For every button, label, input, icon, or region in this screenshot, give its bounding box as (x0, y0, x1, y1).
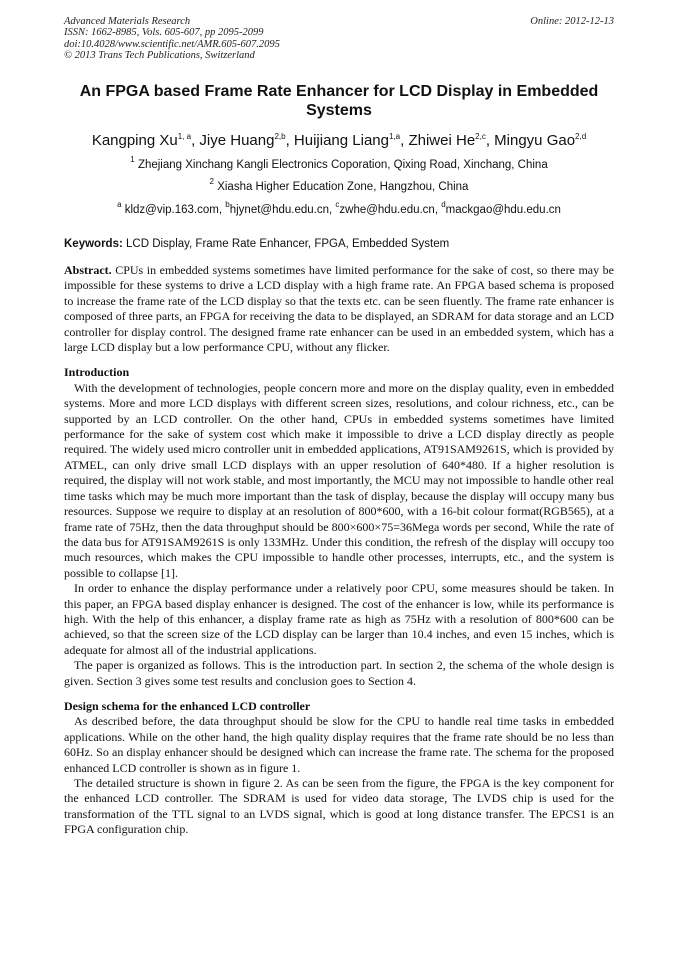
email-list: $^a$ kldz@vip.163.com, $^b$hjynet@hdu.edu.cn, $^c$zwhe@hdu.edu.cn, $^d$mackgao@hdu.edu.cn (117, 200, 561, 216)
paper-title: An FPGA based Frame Rate Enhancer for LCD Display in Embedded Systems (79, 83, 599, 119)
abstract (64, 263, 614, 355)
online-date: Online: 2012-12-13 (530, 16, 614, 27)
section-heading-introduction: Introduction (64, 365, 130, 380)
author: Kangping Xu$^{1, a}$, (91, 132, 200, 149)
paragraph: As described before, the data throughput should be slow for the CPU to handle real time tasks in embedded applications. While on the other hand, the high quality display requires that the frame rate should be no less than 60Hz. So an display enhancer should be designed which can increase the frame rate. The schema for the proposed enhanced LCD controller is shown as in figure 1. (64, 714, 614, 775)
author-list (64, 132, 614, 150)
abstract-text: CPUs in embedded systems sometimes have limited performance for the sake of cost, so there may be impossible for these systems to drive a LCD display with a high frame rate. An FPGA based schema is proposed to increase the frame rate of the LCD display so that the texts etc. can be seen fluently. The frame rate enhancer is composed of three parts, an FPGA for receiving the data to be displayed, an SDRAM for data storage and an LCD controller for display control. The designed frame rate enhancer can be used in an embedded system, which has a large LCD display but a low performance CPU, without any flicker. (64, 263, 614, 355)
design-schema-body (64, 714, 614, 837)
introduction-body (64, 381, 614, 689)
affiliation-2: $^2$ Xiasha Higher Education Zone, Hangzhou, China (209, 177, 469, 193)
paragraph: The paper is organized as follows. This is the introduction part. In section 2, the schema of the whole design is given. Section 3 gives some test results and conclusion goes to Section 4. (64, 658, 614, 688)
email: hjynet@hdu.edu.cn, (229, 204, 336, 216)
author: Zhiwei He$^{2,c}$, (408, 132, 495, 149)
email: mackgao@hdu.edu.cn (445, 204, 561, 216)
section-heading-design-schema: Design schema for the enhanced LCD controller (64, 698, 311, 713)
paragraph: In order to enhance the display performance under a relatively poor CPU, some measures should be taken. In this paper, an FPGA based display enhancer is designed. The cost of the enhancer is low, while its performance is high. With the help of this enhancer, a display frame rate as high as 75Hz with a resolution of 800*600 can be achieved, so that the screen size of the LCD display can be larger than 10.4 inches, and even 15 inches, which is adequate for almost all of the industrial applications. (64, 581, 614, 657)
journal-name: Advanced Materials Research (64, 16, 191, 27)
paragraph: With the development of technologies, people concern more and more on the display quality, even in embedded systems. More and more LCD displays with different screen sizes, resolutions, and colour richness, etc., can be supported by an LCD controller. On the other hand, CPUs in embedded systems sometimes have limited performance for the sake of system cost which make it impossible to drive a LCD display directly as people required. The widely used micro controller unit in embedded applications, AT91SAM9261S, which is provided by ATMEL, can only drive small LCD displays with an upper resolution of 640*480. If a higher resolution is required, the display will not work stable, and most importantly, the MCU may not impossible to handle other real time tasks which may be much more important than the task of display, because the display will occupy many bus resources. Suppose we require to display at an resolution of 800*600, with a 16-bit colour format(RGB565), at a frame rate of 75Hz, then the data throughput should be 800×600×75=36Mega words per second, While the rate of the data bus for AT91SAM9261S is only 133MHz. Under this condition, the refresh of the display will occupy too much resources, which makes the CPU impossible to handle other processes, interrupts, etc., and the system is possible to collapse [1]. (64, 380, 614, 580)
keywords: Keywords: LCD Display, Frame Rate Enhancer, FPGA, Embedded System (64, 238, 450, 250)
affiliation-1: $^1$ Zhejiang Xinchang Kangli Electronics Coporation, Qixing Road, Xinchang, China (130, 155, 548, 171)
doi-line: doi:10.4028/www.scientific.net/AMR.605-607.2095 (64, 38, 280, 50)
journal-header (64, 16, 614, 68)
paper-page (64, 16, 614, 838)
email: zwhe@hdu.edu.cn, (339, 204, 442, 216)
author: Jiye Huang$^{2,b}$, (199, 132, 294, 149)
paragraph: The detailed structure is shown in figure 2. As can be seen from the figure, the FPGA is the key component for the enhanced LCD controller. The SDRAM is used for video data storage, The LVDS chip is used for the transformation of the TTL signal to an LVDS signal, which is good at long distance transfer. The EPCS1 is an FPGA configuration chip. (64, 776, 614, 837)
author: Mingyu Gao$^{2,d}$ (494, 132, 587, 149)
email: kldz@vip.163.com, (124, 204, 226, 216)
author: Huijiang Liang$^{1,a}$, (293, 132, 409, 149)
issn-line: ISSN: 1662-8985, Vols. 605-607, pp 2095-2099 (64, 27, 264, 39)
abstract-label: Abstract. (64, 263, 112, 277)
copyright-line: © 2013 Trans Tech Publications, Switzerland (64, 49, 255, 61)
